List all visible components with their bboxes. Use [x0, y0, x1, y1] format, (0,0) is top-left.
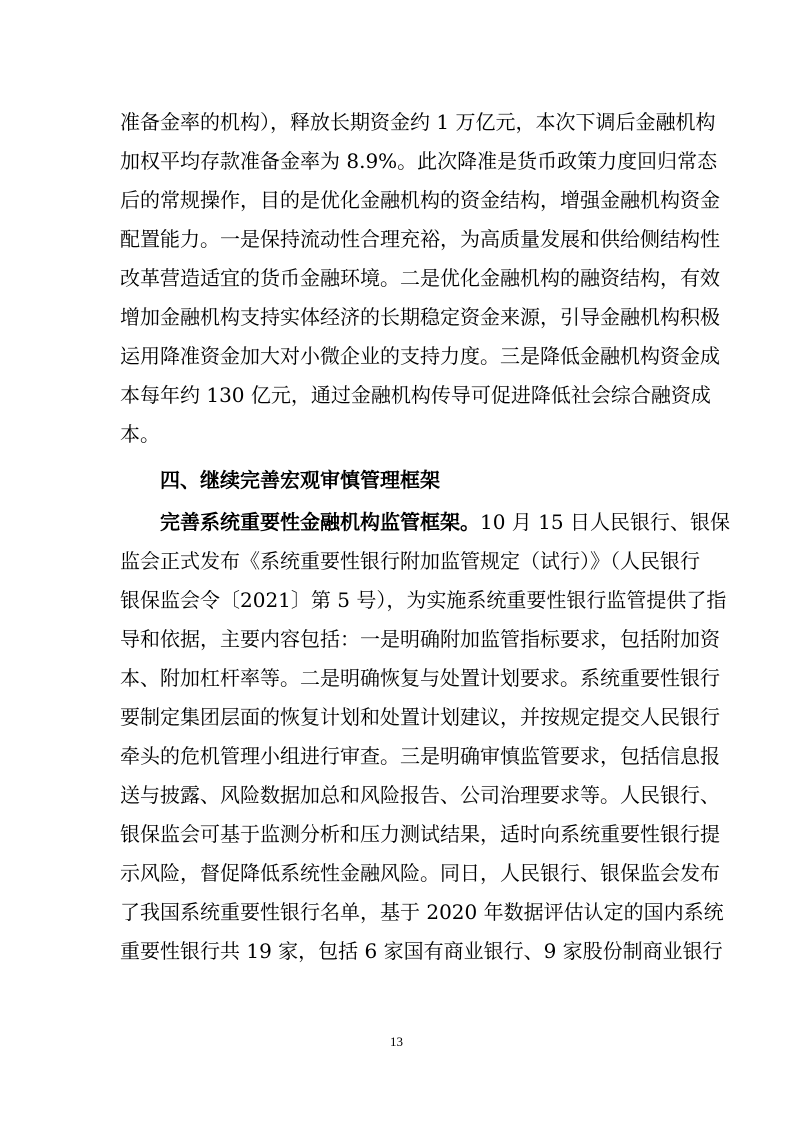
text-line: 加权平均存款准备金率为 8.9%。此次降准是货币政策力度回归常态 — [120, 149, 718, 173]
text-line: 了我国系统重要性银行名单，基于 2020 年数据评估认定的国内系统 — [120, 900, 724, 924]
text-line: 改革营造适宜的货币金融环境。二是优化金融机构的融资结构，有效 — [120, 266, 720, 290]
text-line-first — [160, 508, 730, 536]
text-line: 后的常规操作，目的是优化金融机构的资金结构，增强金融机构资金 — [120, 188, 720, 212]
text-line: 监会正式发布《系统重要性银行附加监管规定（试行）》（人民银行 — [120, 549, 700, 573]
text-line: 牵头的危机管理小组进行审查。三是明确审慎监管要求，包括信息报 — [120, 744, 720, 768]
text-run: 10 月 15 日人民银行、银保 — [480, 510, 730, 534]
text-line: 运用降准资金加大对小微企业的支持力度。三是降低金融机构资金成 — [120, 344, 720, 368]
text-line: 要制定集团层面的恢复计划和处置计划建议，并按规定提交人民银行 — [120, 705, 720, 729]
section-heading: 四、继续完善宏观审慎管理框架 — [160, 468, 440, 492]
text-line: 导和依据，主要内容包括：一是明确附加监管指标要求，包括附加资 — [120, 627, 720, 651]
text-line: 重要性银行共 19 家，包括 6 家国有商业银行、9 家股份制商业银行 — [120, 939, 723, 963]
text-line: 本每年约 130 亿元，通过金融机构传导可促进降低社会综合融资成 — [120, 383, 711, 407]
text-line: 准备金率的机构），释放长期资金约 1 万亿元，本次下调后金融机构 — [120, 110, 716, 134]
text-line: 示风险，督促降低系统性金融风险。同日，人民银行、银保监会发布 — [120, 861, 720, 885]
text-line: 送与披露、风险数据加总和风险报告、公司治理要求等。人民银行、 — [120, 783, 720, 807]
text-line: 配置能力。一是保持流动性合理充裕，为高质量发展和供给侧结构性 — [120, 227, 720, 251]
text-line: 本、附加杠杆率等。二是明确恢复与处置计划要求。系统重要性银行 — [120, 666, 720, 690]
text-line: 银保监会令〔2021〕第 5 号），为实施系统重要性银行监管提供了指 — [120, 588, 727, 612]
paragraph-lead-bold: 完善系统重要性金融机构监管框架。 — [160, 510, 480, 534]
page-number: 13 — [390, 1034, 403, 1049]
text-line: 本。 — [120, 422, 160, 446]
text-line: 增加金融机构支持实体经济的长期稳定资金来源，引导金融机构积极 — [120, 305, 720, 329]
text-line: 银保监会可基于监测分析和压力测试结果，适时向系统重要性银行提 — [120, 822, 720, 846]
